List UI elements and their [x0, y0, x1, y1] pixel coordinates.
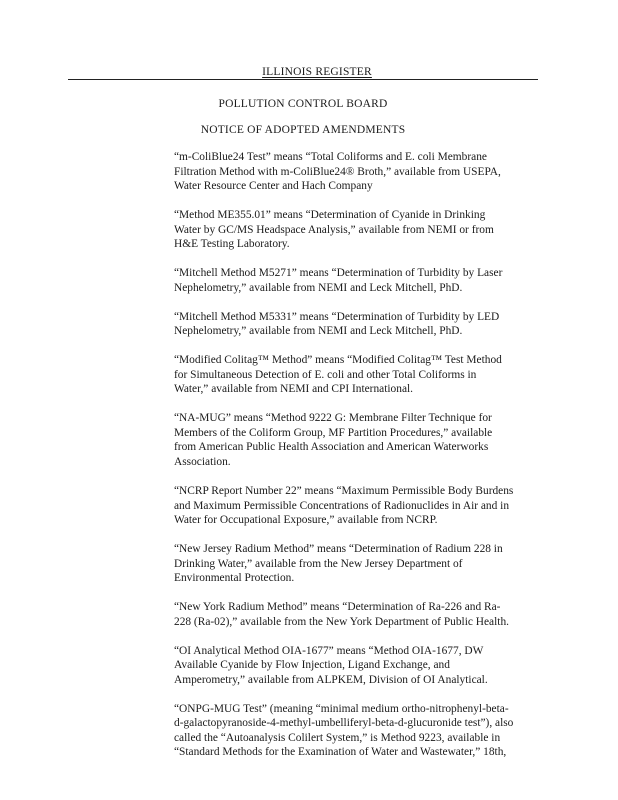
- definition-paragraph: [174, 702, 544, 760]
- definition-line: H&E Testing Laboratory.: [174, 238, 290, 251]
- definition-line: d-galactopyranoside-4-methyl-umbelliferyl-beta-d-glucuronide test”), also: [174, 717, 514, 730]
- definition-line: “Modified Colitag™ Method” means “Modified Colitag™ Test Method: [174, 354, 502, 367]
- definition-line: Association.: [174, 455, 231, 468]
- definition-line: and Maximum Permissible Concentrations of Radionuclides in Air and in: [174, 499, 510, 512]
- definition-paragraph: [174, 310, 544, 339]
- definition-paragraph: [174, 542, 544, 586]
- definition-line: “New York Radium Method” means “Determination of Ra-226 and Ra-: [174, 601, 501, 614]
- definition-line: from American Public Health Association and American Waterworks: [174, 441, 489, 454]
- definition-line: “OI Analytical Method OIA-1677” means “Method OIA-1677, DW: [174, 644, 484, 657]
- definition-line: Water for Occupational Exposure,” available from NCRP.: [174, 514, 438, 527]
- definition-paragraph: [174, 150, 544, 194]
- definition-line: Drinking Water,” available from the New Jersey Department of: [174, 557, 463, 570]
- definition-line: “Mitchell Method M5271” means “Determination of Turbidity by Laser: [174, 267, 503, 280]
- definition-line: Nephelometry,” available from NEMI and Leck Mitchell, PhD.: [174, 325, 463, 338]
- definition-line: called the “Autoanalysis Colilert System,” is Method 9223, available in: [174, 731, 501, 744]
- definition-line: “NA-MUG” means “Method 9222 G: Membrane Filter Technique for: [174, 412, 492, 425]
- board-title: POLLUTION CONTROL BOARD: [218, 98, 388, 110]
- definition-line: “m-ColiBlue24 Test” means “Total Coliforms and E. coli Membrane: [174, 151, 487, 163]
- definition-line: “NCRP Report Number 22” means “Maximum Permissible Body Burdens: [174, 485, 514, 498]
- definition-line: Environmental Protection.: [174, 572, 295, 585]
- definition-line: for Simultaneous Detection of E. coli and other Total Coliforms in: [174, 368, 477, 381]
- definition-line: Available Cyanide by Flow Injection, Ligand Exchange, and: [174, 659, 450, 672]
- definition-line: Nephelometry,” available from NEMI and Leck Mitchell, PhD.: [174, 281, 463, 294]
- definition-line: “New Jersey Radium Method” means “Determination of Radium 228 in: [174, 543, 503, 556]
- definition-line: “Standard Methods for the Examination of Water and Wastewater,” 18th,: [174, 746, 507, 759]
- definition-line: Water Resource Center and Hach Company: [174, 180, 373, 192]
- definition-line: “Mitchell Method M5331” means “Determination of Turbidity by LED: [174, 310, 500, 323]
- definition-line: “Method ME355.01” means “Determination of Cyanide in Drinking: [174, 209, 486, 222]
- definition-line: Members of the Coliform Group, MF Partition Procedures,” available: [174, 426, 493, 439]
- definition-line: “ONPG-MUG Test” (meaning “minimal medium ortho-nitrophenyl-beta-: [174, 702, 509, 715]
- definition-paragraph: [174, 208, 544, 252]
- definition-line: Water,” available from NEMI and CPI International.: [174, 383, 414, 396]
- definition-paragraph: [174, 353, 544, 397]
- definition-paragraph: [174, 266, 544, 295]
- definition-line: Filtration Method with m-ColiBlue24® Broth,” available from USEPA,: [174, 165, 501, 178]
- definition-paragraph: [174, 600, 544, 629]
- definitions-list: [174, 150, 544, 775]
- definition-paragraph: [174, 644, 544, 688]
- notice-title: NOTICE OF ADOPTED AMENDMENTS: [200, 124, 406, 136]
- definition-line: 228 (Ra-02),” available from the New York Department of Public Health.: [174, 615, 509, 628]
- definition-paragraph: [174, 411, 544, 469]
- header-rule: [68, 79, 538, 80]
- register-title: ILLINOIS REGISTER: [262, 66, 372, 78]
- definition-line: Amperometry,” available from ALPKEM, Division of OI Analytical.: [174, 673, 488, 686]
- definition-paragraph: [174, 484, 544, 528]
- definition-line: Water by GC/MS Headspace Analysis,” available from NEMI or from: [174, 223, 494, 236]
